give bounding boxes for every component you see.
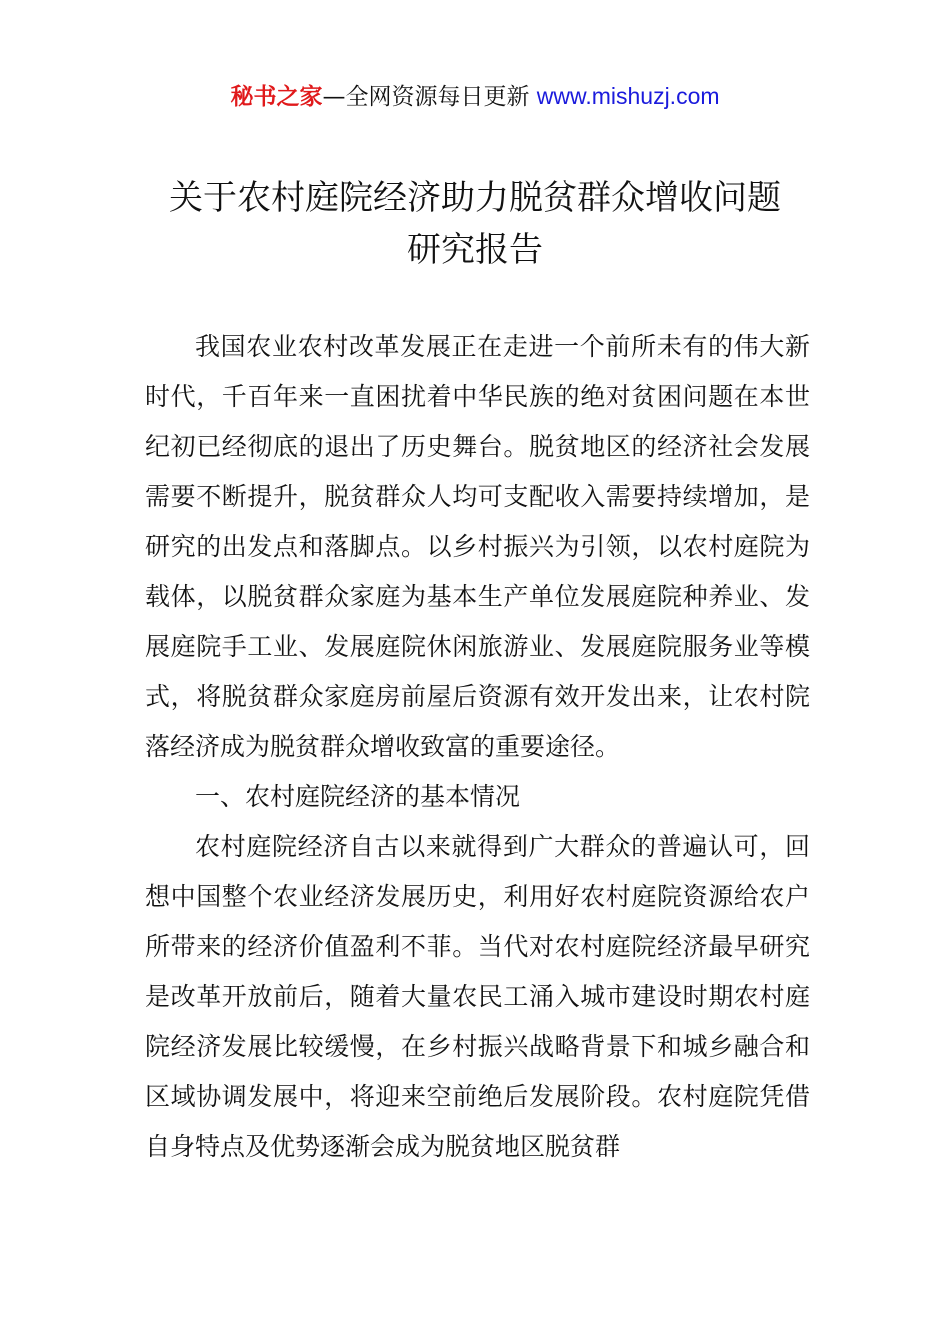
section-1-paragraph: 农村庭院经济自古以来就得到广大群众的普遍认可，回想中国整个农业经济发展历史，利用好农村庭院资源给农户所带来的经济价值盈利不菲。当代对农村庭院经济最早研究是改革开放前后，随着大量农民工涌入城市建设时期农村庭院经济发展比较缓慢，在乡村振兴战略背景下和城乡融合和区域协调发展中，将迎来空前绝后发展阶段。农村庭院凭借自身特点及优势逐渐会成为脱贫地区脱贫群 [145,832,810,1161]
title-line-1: 关于农村庭院经济助力脱贫群众增收问题 [169,178,781,218]
intro-paragraph: 我国农业农村改革发展正在走进一个前所未有的伟大新时代，千百年来一直困扰着中华民族的绝对贫困问题在本世纪初已经彻底的退出了历史舞台。脱贫地区的经济社会发展需要不断提升，脱贫群众人均可支配收入需要持续增加，是研究的出发点和落脚点。以乡村振兴为引领，以农村庭院为载体，以脱贫群众家庭为基本生产单位发展庭院种养业、发展庭院手工业、发展庭院休闲旅游业、发展庭院服务业等模式，将脱贫群众家庭房前屋后资源有效开发出来，让农村院落经济成为脱贫群众增收致富的重要途径。 [145,332,810,761]
brand-name: 秘书之家 [230,84,323,110]
site-url-link[interactable]: www.mishuzj.com [536,83,720,109]
site-tagline: —全网资源每日更新 [322,84,530,110]
title-line-2: 研究报告 [407,230,543,270]
section-heading-1: 一、农村庭院经济的基本情况 [195,782,521,811]
document-body [145,322,810,1172]
document-title [100,172,850,276]
site-header [0,78,950,115]
